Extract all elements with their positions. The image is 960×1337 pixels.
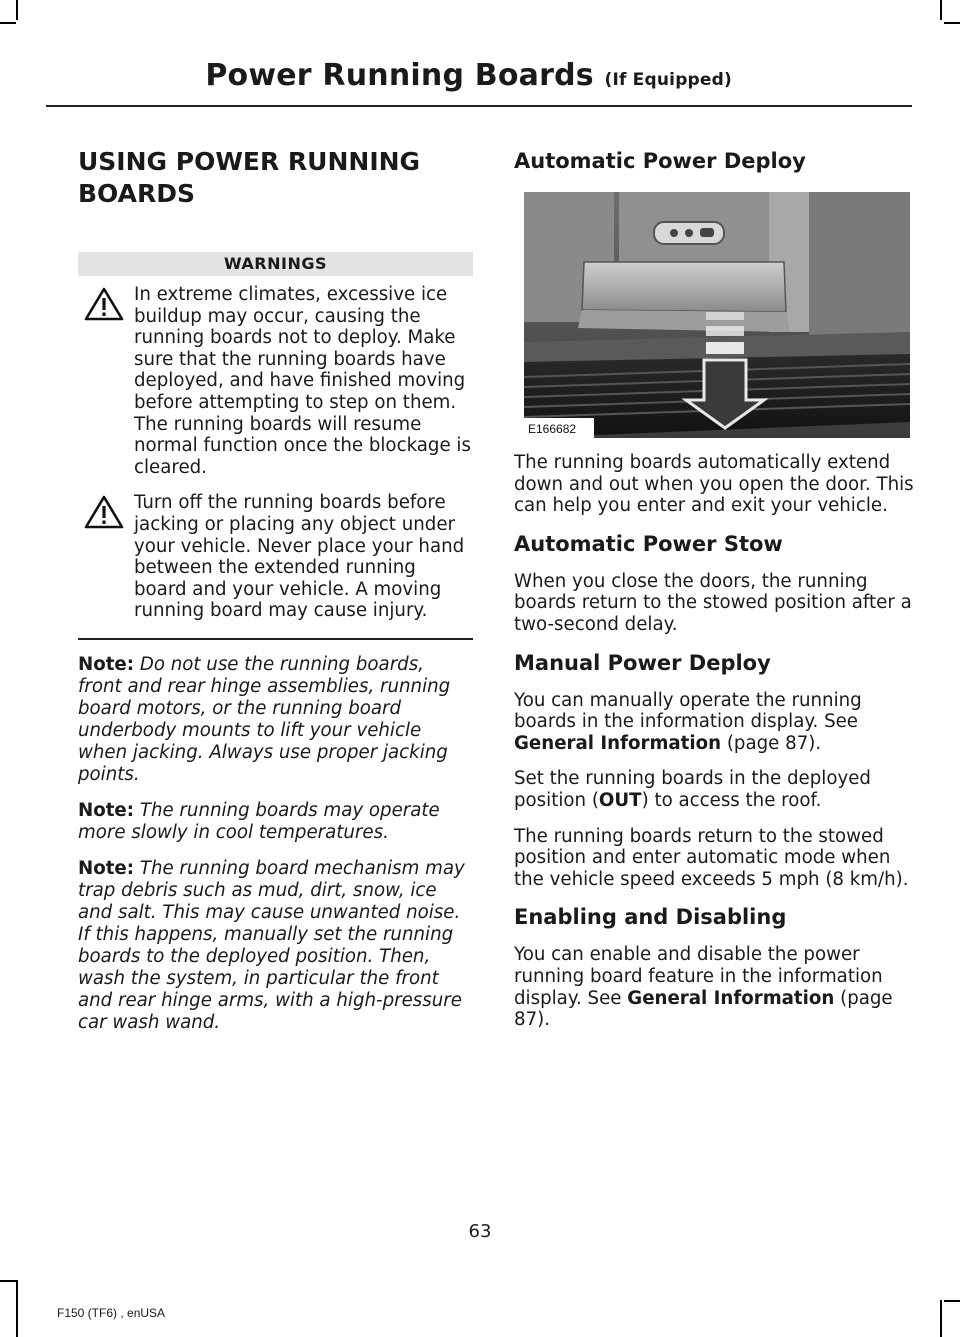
note-text: Do not use the running boards, front and rear hinge assemblies, running board motors, or the running board underbody mounts to lift your vehicle when jacking. Always use proper jacking points. [78,653,451,785]
warning-triangle-icon [84,286,124,322]
section-heading [78,146,473,210]
enable-text: You can enable and disable the power running board feature in the information display. See [514,944,883,1009]
note-jacking [78,654,473,786]
note-debris [78,858,473,1034]
heading-manual-power-deploy: Manual Power Deploy [514,650,771,675]
heading-automatic-power-stow: Automatic Power Stow [514,531,783,556]
out-position-label: OUT [598,789,642,811]
warning-text: Turn off the running boards before jacking or placing any object under your vehicle. Never place your hand between the extended running board and your vehicle. A moving running board may cause injury. [134,492,465,622]
page-title [205,58,732,93]
heading-enabling-and-disabling: Enabling and Disabling [514,905,787,930]
page-title-subtitle: (If Equipped) [604,70,732,90]
note-cool-temperatures [78,800,473,844]
crop-mark [16,1280,18,1337]
note-label: Note: [78,857,135,879]
manual-description-3: The running boards return to the stowed position and enter automatic mode when the vehicle speed exceeds 5 mph (8 km/h). [514,825,909,890]
general-information-link[interactable]: General Information [627,987,835,1009]
manual-text: Set the running boards in the deployed position ( [514,768,871,811]
deploy-description: The running boards automatically extend down and out when you open the door. This can help you enter and exit your vehicle. [514,452,914,517]
section-heading-line1: USING POWER RUNNING [78,147,421,176]
page-number: 63 [468,1221,492,1242]
crop-mark [0,1280,16,1282]
right-column [514,140,914,1031]
crop-mark [944,1300,960,1302]
crop-mark [16,0,18,20]
note-label: Note: [78,653,135,675]
warning-text: In extreme climates, excessive ice buildup may occur, causing the running boards not to deploy. Make sure that the running boards have deployed, and have finished moving before attempting to step on them. The running boards will resume normal function once the blockage is cleared. [134,284,471,478]
crop-mark [0,22,16,24]
crop-mark [940,0,942,20]
manual-text: (page 87). [721,732,822,754]
crop-mark [940,1300,942,1337]
enable-description [514,944,914,1030]
general-information-link[interactable]: General Information [514,732,722,754]
heading-automatic-power-deploy: Automatic Power Deploy [514,149,806,173]
running-board-illustration [524,192,910,438]
figure-code: E166682 [528,422,577,436]
manual-description-1 [514,690,914,755]
header-divider [46,105,912,107]
manual-text: You can manually operate the running boards in the information display. See [514,689,862,733]
warning-item-jacking [78,492,473,622]
footer-code: F150 (TF6) , enUSA [57,1306,166,1320]
page-title-main: Power Running Boards [205,58,594,93]
crop-mark [944,22,960,24]
manual-text: ) to access the roof. [641,789,822,811]
note-label: Note: [78,799,135,821]
warning-triangle-icon [84,494,124,530]
note-text: The running boards may operate more slowly in cool temperatures. [78,799,440,843]
left-column [78,140,473,1034]
warnings-divider [78,638,473,640]
warning-item-ice [78,284,473,478]
running-board-photo [524,192,910,438]
section-heading-line2: BOARDS [78,179,195,208]
manual-description-2 [514,768,914,811]
note-text: The running board mechanism may trap debris such as mud, dirt, snow, ice and salt. This may cause unwanted noise. If this happens, manually set the running boards to the deployed position. Then, wash the system, in particular the front and rear hinge arms, with a high-pressure car wash wand. [78,857,465,1033]
stow-description: When you close the doors, the running boards return to the stowed position after a two-second delay. [514,570,912,635]
warnings-banner: WARNINGS [78,252,473,276]
enable-text: (page 87). [514,987,893,1031]
